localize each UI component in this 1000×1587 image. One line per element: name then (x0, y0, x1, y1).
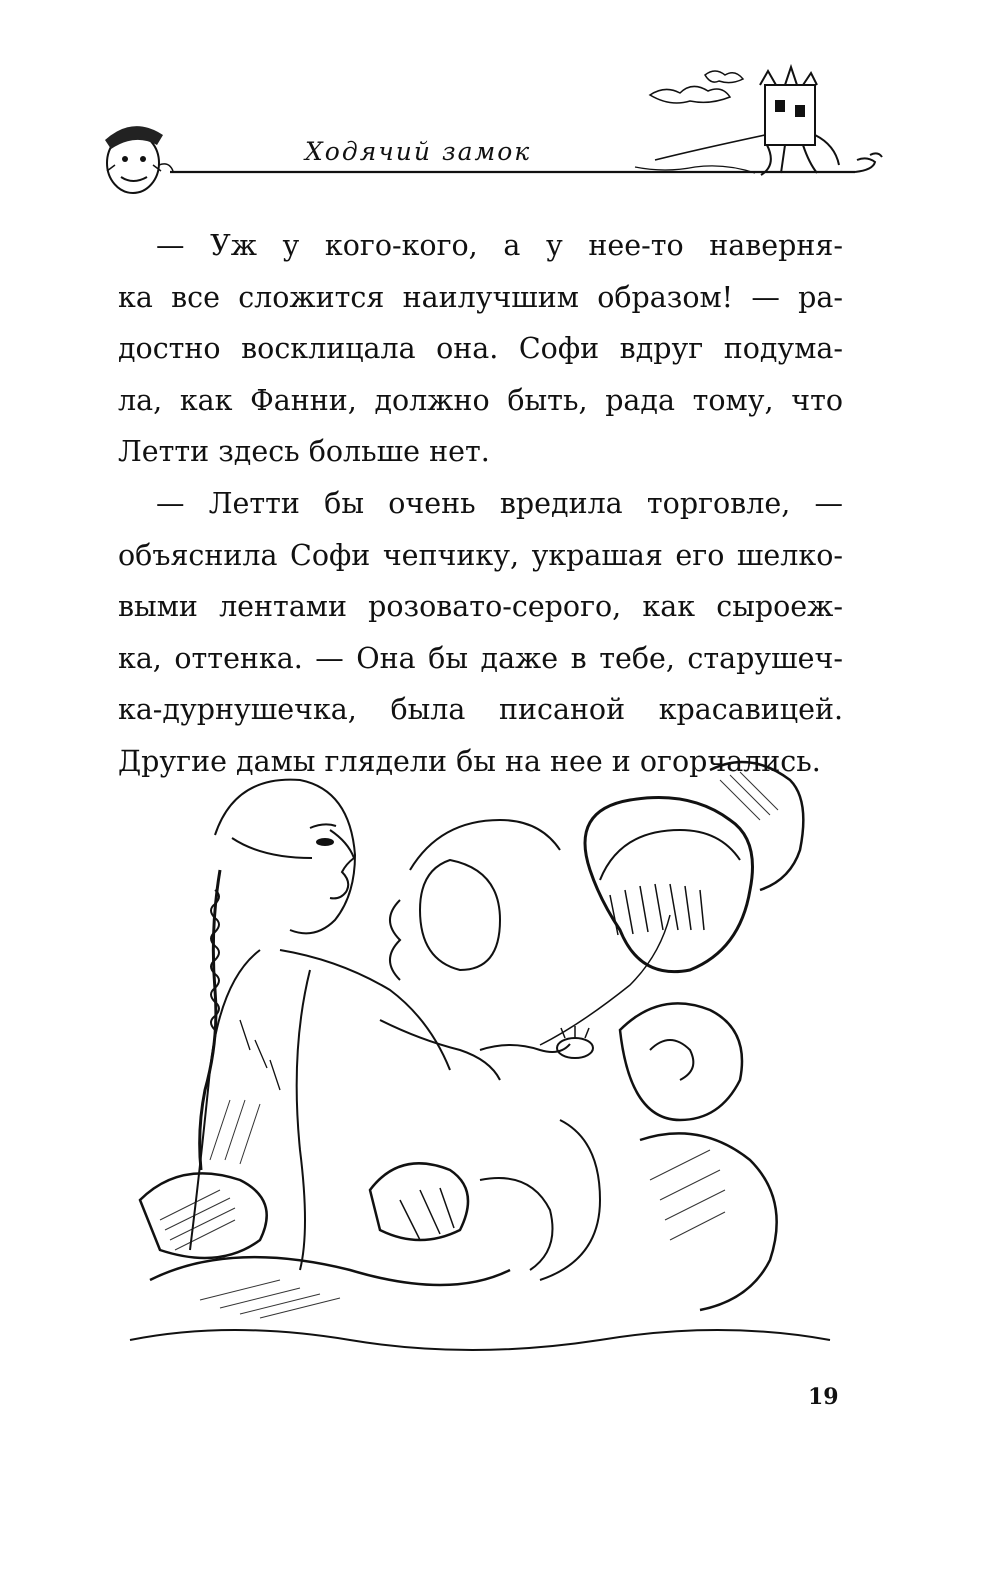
text-line: ка все сложится наилучшим образом! — ра- (118, 280, 843, 314)
scarecrow-head-icon (105, 126, 173, 193)
running-title: Ходячий замок (305, 137, 532, 166)
paragraph-1 (118, 220, 843, 478)
text-line: Другие дамы глядели бы на нее и огорчались. (118, 744, 821, 778)
running-header (95, 55, 895, 220)
girl-with-bonnet-illustration-icon (120, 720, 845, 1365)
walking-castle-icon (635, 67, 839, 175)
text-line: ла, как Фанни, должно быть, рада тому, что (118, 383, 843, 417)
text-line: достно восклицала она. Софи вдруг подума- (118, 332, 843, 366)
text-line: ка, оттенка. — Она бы даже в тебе, старушеч- (118, 641, 843, 675)
body-text (118, 220, 843, 788)
text-line: — Летти бы очень вредила торговле, — (156, 486, 843, 520)
text-line: ка-дурнушечка, была писаной красавицей. (118, 693, 843, 727)
text-line: объяснила Софи чепчику, украшая его шелко- (118, 538, 843, 572)
page-number: 19 (808, 1384, 839, 1410)
text-line: выми лентами розовато-серого, как сыроеж- (118, 590, 843, 624)
text-line: — Уж у кого-кого, а у нее-то наверня- (156, 229, 843, 262)
text-line: Летти здесь больше нет. (118, 435, 490, 469)
